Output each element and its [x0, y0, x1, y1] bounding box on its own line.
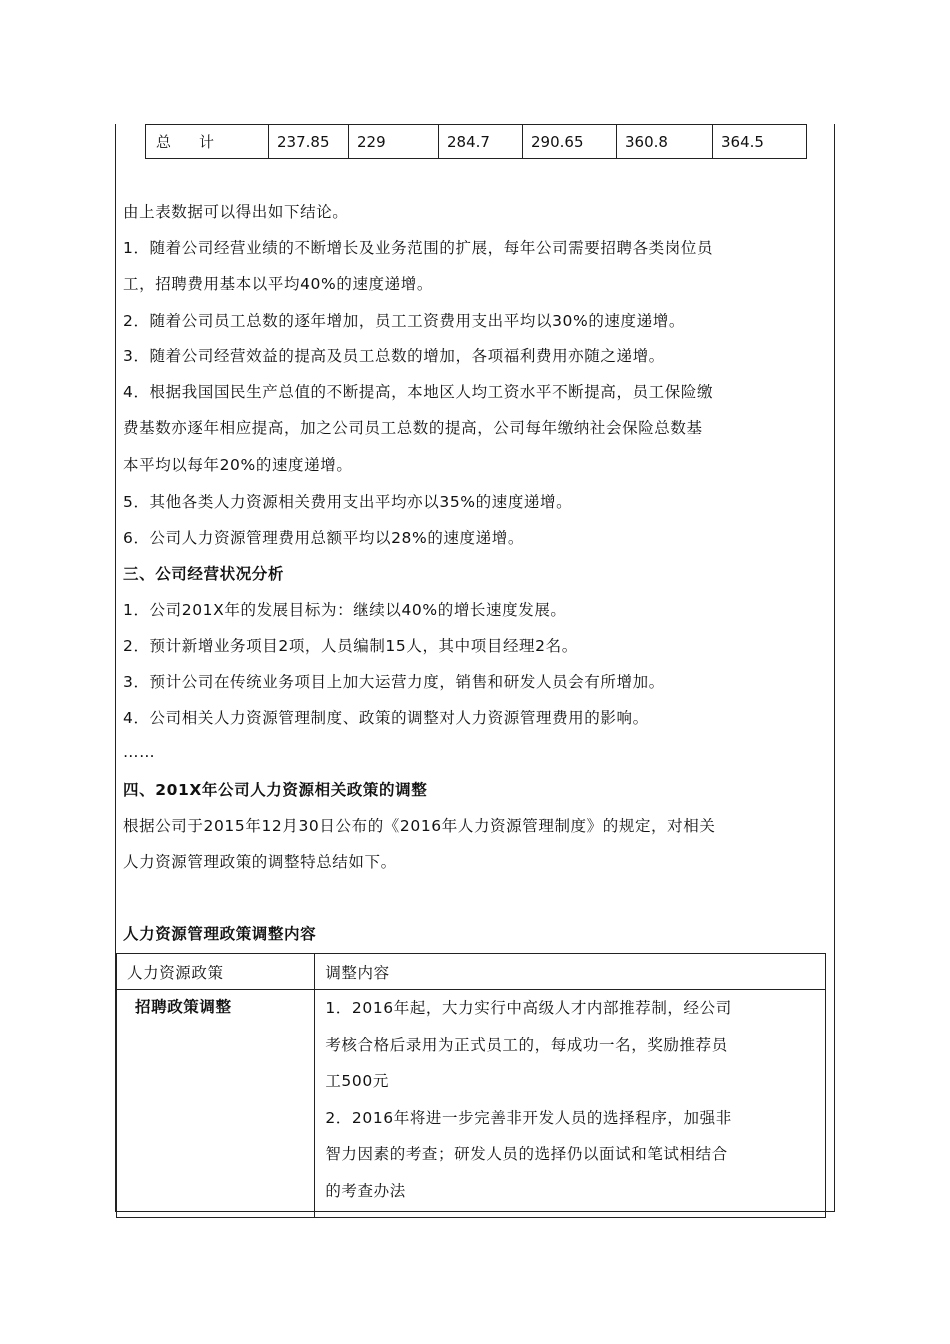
- policy-content-line: 智力因素的考查；研发人员的选择仍以面试和笔试相结合: [325, 1145, 728, 1163]
- policy-content-line: 2．2016年将进一步完善非开发人员的选择程序，加强非: [325, 1108, 732, 1127]
- total-value: 284.7: [439, 125, 523, 159]
- policy-content-line: 考核合格后录用为正式员工的，每成功一名，奖励推荐员: [325, 1035, 728, 1054]
- conclusion-intro: 由上表数据可以得出如下结论。: [123, 203, 349, 221]
- policy-name: 招聘政策调整: [117, 990, 315, 1218]
- section4-line: 根据公司于2015年12月30日公布的《2016年人力资源管理制度》的规定，对相关: [123, 817, 716, 835]
- conclusion-line: 工，招聘费用基本以平均40%的速度递增。: [123, 275, 433, 293]
- column-header: 调整内容: [315, 954, 826, 990]
- total-value: 364.5: [713, 125, 807, 159]
- total-value: 237.85: [269, 125, 349, 159]
- conclusion-line: 6．公司人力资源管理费用总额平均以28%的速度递增。: [123, 529, 524, 547]
- total-value: 290.65: [523, 125, 617, 159]
- totals-table: [145, 124, 807, 159]
- conclusion-line: 5．其他各类人力资源相关费用支出平均亦以35%的速度递增。: [123, 493, 573, 511]
- policy-table-title: 人力资源管理政策调整内容: [123, 925, 317, 943]
- policy-content-line: 1．2016年起，大力实行中高级人才内部推荐制，经公司: [325, 999, 732, 1017]
- column-header: 人力资源政策: [117, 954, 315, 990]
- total-label: 总计: [146, 125, 269, 159]
- conclusion-line: 费基数亦逐年相应提高，加之公司员工总数的提高，公司每年缴纳社会保险总数基: [123, 419, 703, 437]
- ellipsis: ……: [123, 743, 156, 761]
- section3-line: 4．公司相关人力资源管理制度、政策的调整对人力资源管理费用的影响。: [123, 709, 649, 727]
- section4-line: 人力资源管理政策的调整特总结如下。: [123, 853, 397, 871]
- section3-line: 1．公司201X年的发展目标为：继续以40%的增长速度发展。: [123, 601, 567, 619]
- conclusion-line: 本平均以每年20%的速度递增。: [123, 456, 353, 474]
- total-value: 229: [349, 125, 439, 159]
- section4-heading: 四、201X年公司人力资源相关政策的调整: [123, 781, 428, 799]
- conclusion-line: 1．随着公司经营业绩的不断增长及业务范围的扩展，每年公司需要招聘各类岗位员: [123, 239, 714, 257]
- total-value: 360.8: [617, 125, 713, 159]
- policy-content-line: 工500元: [325, 1072, 389, 1090]
- conclusion-line: 3．随着公司经营效益的提高及员工总数的增加，各项福利费用亦随之递增。: [123, 347, 665, 365]
- section3-line: 2．预计新增业务项目2项，人员编制15人，其中项目经理2名。: [123, 637, 578, 655]
- section3-heading: 三、公司经营状况分析: [123, 565, 285, 583]
- table-row: [117, 990, 826, 1218]
- conclusion-line: 4．根据我国国民生产总值的不断提高，本地区人均工资水平不断提高，员工保险缴: [123, 383, 714, 401]
- table-header-row: [117, 954, 826, 990]
- conclusion-line: 2．随着公司员工总数的逐年增加，员工工资费用支出平均以30%的速度递增。: [123, 312, 685, 330]
- table-row: [146, 125, 807, 159]
- policy-content-line: 的考查办法: [325, 1181, 406, 1200]
- policy-table: [116, 953, 826, 1218]
- policy-content: [315, 990, 826, 1218]
- section3-line: 3．预计公司在传统业务项目上加大运营力度，销售和研发人员会有所增加。: [123, 673, 665, 691]
